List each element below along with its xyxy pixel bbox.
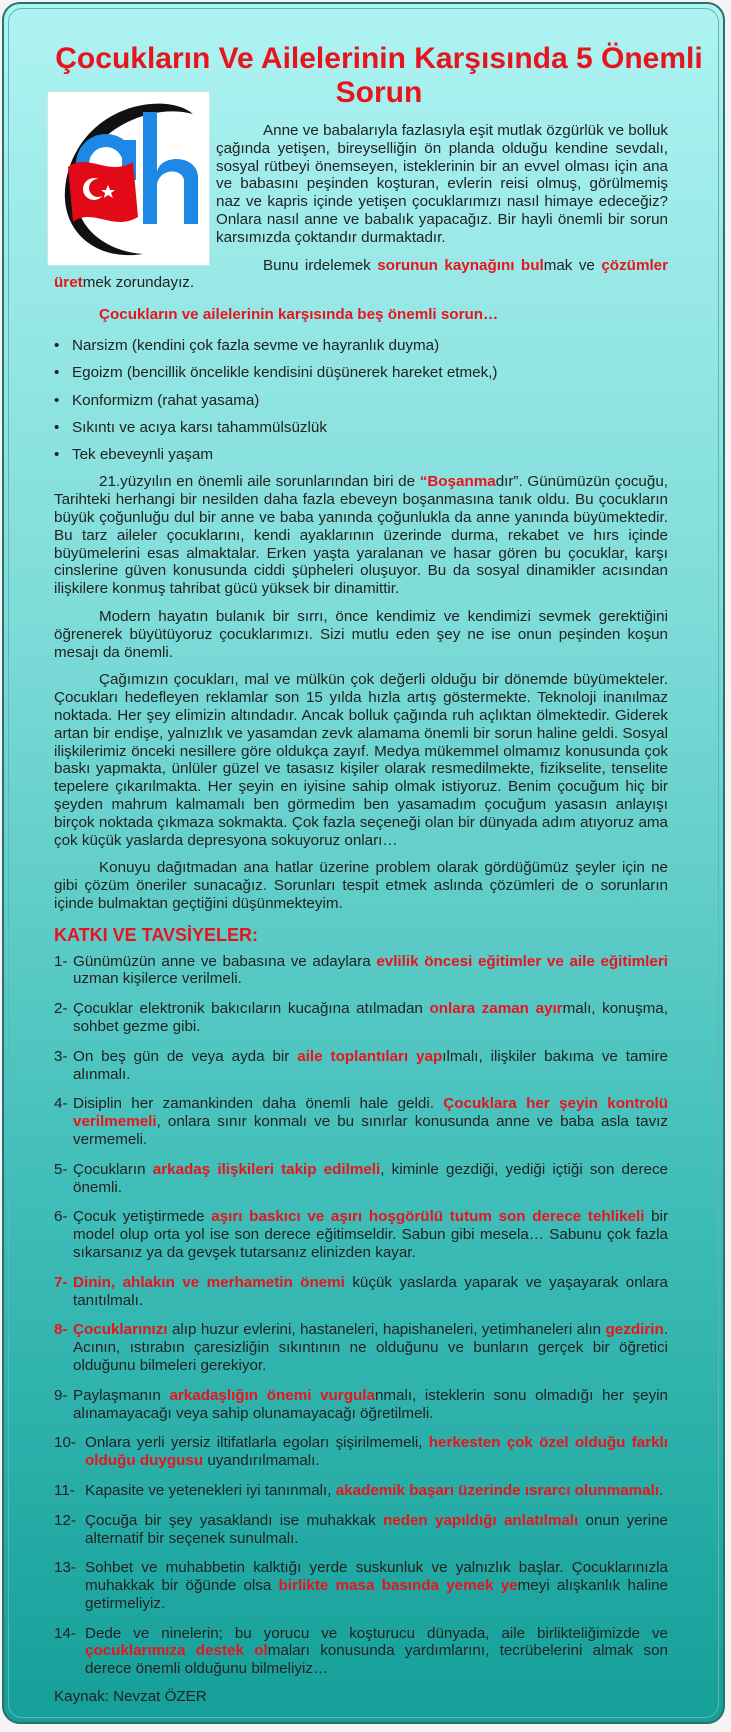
list-item [54, 1095, 668, 1148]
text-span: mak ve [543, 256, 602, 274]
list-item: • Tek ebeveynli yaşam [54, 446, 668, 464]
text-span: Bunu irdelemek [263, 256, 378, 274]
body-paragraph: Konuyu dağıtmadan ana hatlar üzerine problem olarak gördüğümüz şeyler için ne gibi çözüm öneriler sunacağız. Sorunları tespit etmek aslında çözümleri de o sorunların içinde bulmaktan geçtiğini düşünmekteyim. [54, 859, 668, 912]
highlight-text: sorunun kaynağını bul [377, 256, 544, 274]
item-number: 9- [54, 1386, 68, 1404]
item-text: Dinin, ahlakın ve merhametin önemi küçük yaslarda yaparak ve yaşayarak onlara tanıtılmalı. [73, 1273, 669, 1309]
item-text: Günümüzün anne ve babasına ve adaylara evlilik öncesi eğitimler ve aile eğitimleri uzman kişilerce verilmeli. [73, 952, 668, 988]
item-number: 6- [54, 1208, 68, 1226]
highlight-text: “Boşanma [419, 473, 496, 491]
intro-paragraph: Anne ve babalarıyla fazlasıyla eşit mutlak özgürlük ve bolluk çağında yetişen, bireyselliğin ön planda olduğu kendine sevdalı, sosyal rütbeyi önemseyen, isteklerinin bir an evvel olması için ana ve babasını peşinden koşturan, evlerin reisi olmuş, görülmemiş naz ve kapris içinde yetişen çocuklarımızı nasıl himaye edeceğiz? Onlara nasıl anne ve babalık yapacağız. Bir hayli önemli bir sorun karsımızda çoktandır durmaktadır. [216, 122, 668, 246]
list-item [54, 1387, 668, 1423]
item-text: Çocukların arkadaş ilişkileri takip edilmeli, kiminle gezdiği, yediği içtiği son derece önemli. [73, 1160, 668, 1196]
article-card [2, 2, 725, 1724]
body-paragraph: Çağımızın çocukları, mal ve mülkün çok değerli olduğu bir dönemde büyümekteler. Çocukları hedefleyen reklamlar son 15 yılda hızla artış göstermekte. Teknoloji inanılmaz noktada. Her şey elimizin altındadır. Ancak bolluk çağında ruh açlıktan ölmektedir. Giderek artan bir endişe, yalnızlık ve yasamdan zevk alamama önemli bir sorun haline geldi. Sosyal ilişkilerimiz önceki nesillere göre oldukça zayıf. Medya mükemmel olmamız konusunda çok baskı yapmakta, ünlüler güzel ve tasasız kişiler olarak resmedilmekte, fizikselite, tenselite tepelere çıkarılmakta. Her şeyin en iyisine sahip olmak istiyoruz. Benim çocuğum hiç bir şeyden mahrum kalmamalı ben görmedim ben yasamadım çocuğum yasasın anlayışı birçok noktada çıkmaza sokmakta. Çok fazla seçeneği olan bir dünyada adım atıyoruz ama çok küçük yaslarda depresyona sokuyoruz onları… [54, 671, 668, 849]
list-item [54, 1434, 668, 1470]
item-text: Dede ve ninelerin; bu yorucu ve koşturucu dünyada, aile birlikteliğimizde ve çocuklarımıza destek olmaları konusunda yardımlarını, tecrübelerini almak son derece önemli olduğunu bilmeliyiz… [85, 1624, 668, 1678]
body-paragraph: Modern hayatın bulanık bir sırrı, önce kendimiz ve kendimizi sevmek gerektiğini öğrenerek büyütüyoruz çocuklarımızı. Sizi mutlu eden şey ne ise onun peşinden koşun mesajı da önemli. [54, 608, 668, 661]
problems-heading: Çocukların ve ailelerinin karşısında beş önemli sorun… [99, 306, 499, 324]
list-item: • Egoizm (bencillik öncelikle kendisini düşünerek hareket etmek,) [54, 364, 668, 382]
item-text: Çocuğa bir şey yasaklandı ise muhakkak neden yapıldığı anlatılmalı onun yerine alternatif bir seçenek sunulmalı. [85, 1511, 668, 1547]
item-number: 8- [54, 1321, 68, 1339]
highlight-text: çözümler üret [54, 256, 669, 292]
item-text: Sohbet ve muhabbetin kalktığı yerde suskunluk ve yalnızlık başlar. Çocuklarınızla muhakkak bir öğünde olsa birlikte masa basında yemek yemeyi alışkanlık haline getirmeliyiz. [85, 1559, 668, 1612]
text-span: dır”. Günümüzün çocuğu, Tarihteki herhangi bir nesilden daha fazla ebeveyn boşanmasına tanık oldu. Bu çocukların büyük çoğunluğu dul bir anne ve baba yanında çoğunlukla da anne yanında büyümektedir. Bu tarz aileler çocuklarını, kendi ayaklarının üzerinde durma, rekabet ve hırs içinde büyümelerini esas almaktalar. Erken yaşta yaralanan ve hasar gören bu çocuklar, karşı cinslerine güven konusunda ciddi şüpheleri oluşuyor. Bu da sosyal dinamikler acısından ilişkilere konmuş tahribat gücü yüksek bir dinamittir. [54, 473, 668, 598]
list-item [54, 1512, 668, 1548]
item-text: Çocuklarınızı alıp huzur evlerini, hastaneleri, hapishaneleri, yetimhaneleri alın gezdirin. Acının, ıstırabın çaresizliğin sıkıntının ne olduğunu ve bunların gerçek bir öğretici olduğunu bilmeleri gerekiyor. [73, 1321, 668, 1374]
list-item [54, 1048, 668, 1084]
item-text: Disiplin her zamankinden daha önemli hale geldi. Çocuklara her şeyin kontrolü verilmemeli, onlara sınır konmalı ve bu sınırlar konusunda anne ve baba asla tavız vermemeli. [73, 1095, 668, 1148]
text-span: 21.yüzyılın en önemli aile sorunlarından biri de [99, 473, 420, 491]
list-item [54, 1559, 668, 1612]
item-text: On beş gün de veya ayda bir aile toplantıları yapılmalı, ilişkiler bakıma ve tamire alınmalı. [73, 1047, 668, 1083]
list-item [54, 1161, 668, 1197]
text-span: mek zorundayız. [82, 274, 195, 292]
item-text: Paylaşmanın arkadaşlığın önemi vurgulanmalı, isteklerin sonu olmadığı her şeyin alınamayacağı veya sahip olunamayacağı öğretilmeli. [73, 1386, 668, 1422]
list-item [54, 1208, 668, 1261]
list-item [54, 1000, 668, 1036]
item-number: 14- [54, 1624, 76, 1642]
item-number: 13- [54, 1559, 76, 1577]
intro-paragraph-2 [54, 257, 668, 293]
item-number: 12- [54, 1511, 76, 1529]
list-item [54, 1625, 668, 1678]
list-item: • Sıkıntı ve acıya karsı tahammülsüzlük [54, 419, 668, 437]
item-number: 5- [54, 1160, 68, 1178]
recommendations-heading: KATKI VE TAVSİYELER: [54, 924, 259, 945]
body-paragraph-divorce [54, 473, 668, 598]
item-number: 7- [54, 1273, 68, 1291]
item-number: 3- [54, 1047, 68, 1065]
item-number: 10- [54, 1434, 76, 1452]
item-text: Onlara yerli yersiz iltifatlarla egoları şişirilmemeli, herkesten çok özel olduğu farklı olduğu duygusu uyandırılmamalı. [85, 1434, 668, 1470]
list-item [54, 953, 668, 989]
source-credit: Kaynak: Nevzat ÖZER [54, 1688, 207, 1706]
list-item: • Konformizm (rahat yasama) [54, 392, 668, 410]
item-text: Çocuk yetiştirmede aşırı baskıcı ve aşırı hoşgörülü tutum son derece tehlikeli bir model olup orta yol ise son derece eğitimseldir. Sabun gibi mesela… Sabunu çok fazla sıkarsanız ya da gevşek tutarsanız elinizden kayar. [73, 1208, 669, 1261]
list-item [54, 1321, 668, 1374]
recommendations-list [54, 953, 668, 1679]
item-number: 11- [54, 1481, 75, 1499]
page-title: Çocukların Ve Ailelerinin Karşısında 5 Önemli Sorun [55, 42, 703, 109]
list-item [54, 1482, 668, 1500]
problems-list [54, 337, 668, 464]
item-text: Kapasite ve yetenekleri iyi tanınmalı, akademik başarı üzerinde ısrarcı olunmamalı. [85, 1481, 664, 1499]
list-item: • Narsizm (kendini çok fazla sevme ve hayranlık duyma) [54, 337, 668, 355]
article-body [54, 122, 668, 1706]
item-number: 4- [54, 1095, 68, 1113]
item-number: 2- [54, 1000, 68, 1018]
item-number: 1- [54, 952, 68, 970]
list-item [54, 1274, 668, 1310]
item-text: Çocuklar elektronik bakıcıların kucağına atılmadan onlara zaman ayırmalı, konuşma, sohbet gezme gibi. [73, 1000, 668, 1035]
